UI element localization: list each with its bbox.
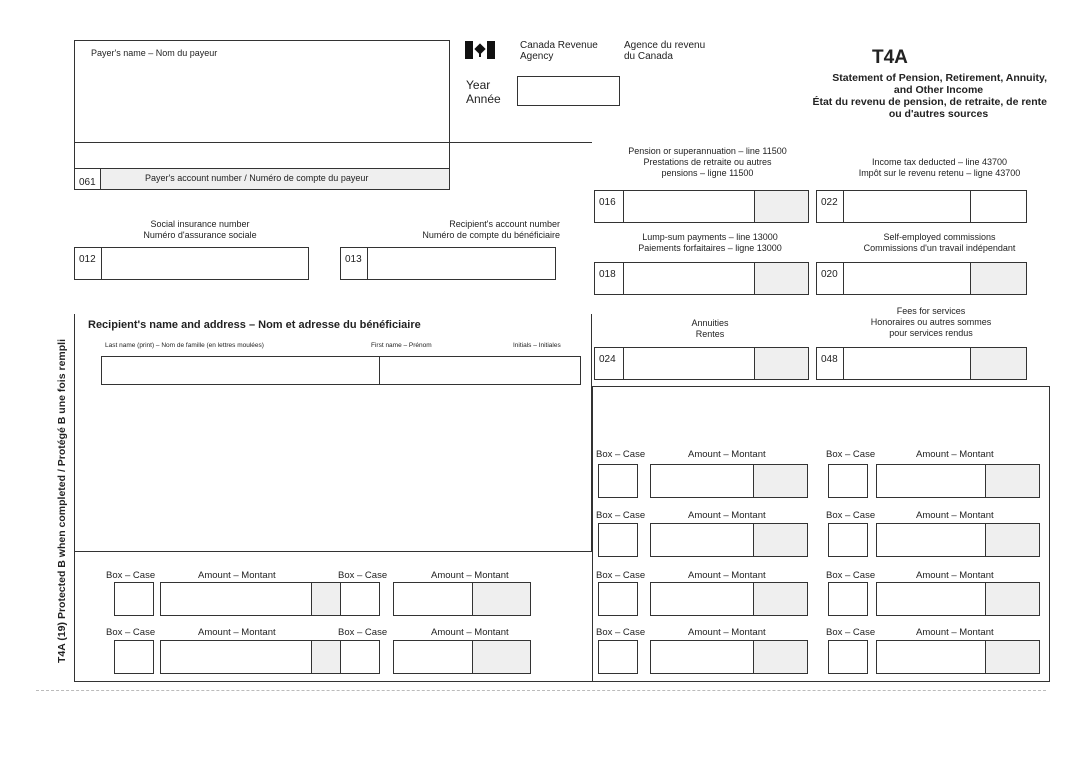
amount-input[interactable]: [650, 640, 808, 674]
amount-label: Amount – Montant: [916, 570, 994, 581]
box018-input[interactable]: 018: [594, 262, 809, 295]
box-case-input[interactable]: [114, 582, 154, 616]
box-case-input[interactable]: [598, 640, 638, 674]
agency-en: Canada Revenue Agency: [520, 40, 598, 62]
box048-label: Fees for services Honoraires ou autres sommes pour services rendus: [870, 306, 992, 338]
box-case-label: Box – Case: [338, 627, 388, 638]
payer-name-label: Payer's name – Nom du payeur: [91, 48, 218, 58]
amount-label: Amount – Montant: [688, 510, 766, 521]
amount-label: Amount – Montant: [198, 627, 276, 638]
box-case-label: Box – Case: [826, 570, 876, 581]
box-case-label: Box – Case: [338, 570, 388, 581]
sin-input[interactable]: 012: [74, 247, 309, 280]
box020-label: Self-employed commissions Commissions d'un travail indépendant: [863, 232, 1016, 253]
box024-label: Annuities Rentes: [691, 318, 729, 339]
box-case-label: Box – Case: [596, 627, 646, 638]
amount-input[interactable]: [393, 640, 531, 674]
amount-input[interactable]: [650, 582, 808, 616]
amount-input[interactable]: [876, 523, 1040, 557]
year-input[interactable]: [517, 76, 620, 106]
form-code: T4A: [872, 47, 908, 68]
box-case-input[interactable]: [340, 640, 380, 674]
box-case-label: Box – Case: [106, 627, 156, 638]
year-label: Year Année: [466, 78, 501, 106]
box-case-input[interactable]: [598, 523, 638, 557]
amount-label: Amount – Montant: [688, 449, 766, 460]
box016-input[interactable]: 016: [594, 190, 809, 223]
box048-input[interactable]: 048: [816, 347, 1027, 380]
box-case-label: Box – Case: [826, 627, 876, 638]
box-case-label: Box – Case: [596, 449, 646, 460]
amount-input[interactable]: [876, 464, 1040, 498]
box024-input[interactable]: 024: [594, 347, 809, 380]
amount-label: Amount – Montant: [916, 627, 994, 638]
box-case-input[interactable]: [340, 582, 380, 616]
form-title: Statement of Pension, Retirement, Annuity, and Other Income État du revenu de pension, de retraite, de rente ou d'autres sources: [812, 72, 1047, 120]
amount-label: Amount – Montant: [688, 570, 766, 581]
recipient-account-label: Recipient's account number Numéro de compte du bénéficiaire: [422, 219, 560, 240]
amount-label: Amount – Montant: [431, 570, 509, 581]
amount-label: Amount – Montant: [198, 570, 276, 581]
box-case-input[interactable]: [598, 464, 638, 498]
protected-side-label: T4A (19) Protected B when completed / Protégé B une fois rempli: [56, 339, 68, 664]
amount-input[interactable]: [393, 582, 531, 616]
box022-label: Income tax deducted – line 43700 Impôt sur le revenu retenu – ligne 43700: [858, 157, 1021, 178]
amount-label: Amount – Montant: [916, 449, 994, 460]
agency-fr: Agence du revenu du Canada: [624, 40, 706, 62]
canada-flag-icon: [465, 41, 495, 59]
box-case-input[interactable]: [114, 640, 154, 674]
amount-label: Amount – Montant: [916, 510, 994, 521]
box022-input[interactable]: 022: [816, 190, 1027, 223]
box-case-label: Box – Case: [596, 510, 646, 521]
box016-label: Pension or superannuation – line 11500 Prestations de retraite ou autres pensions – ligne 11500: [628, 146, 787, 178]
payer-account-box[interactable]: 061 Payer's account number / Numéro de compte du payeur: [74, 168, 450, 190]
box-case-input[interactable]: [828, 523, 868, 557]
amount-input[interactable]: [650, 523, 808, 557]
cut-line: [36, 690, 1046, 691]
amount-label: Amount – Montant: [688, 627, 766, 638]
box018-label: Lump-sum payments – line 13000 Paiements forfaitaires – ligne 13000: [638, 232, 782, 253]
box-case-label: Box – Case: [596, 570, 646, 581]
amount-label: Amount – Montant: [431, 627, 509, 638]
recipient-name-input[interactable]: [101, 356, 581, 385]
box-case-input[interactable]: [598, 582, 638, 616]
box-case-input[interactable]: [828, 640, 868, 674]
sin-label: Social insurance number Numéro d'assurance sociale: [143, 219, 257, 240]
box-case-label: Box – Case: [826, 510, 876, 521]
amount-input[interactable]: [876, 582, 1040, 616]
amount-input[interactable]: [650, 464, 808, 498]
box-case-input[interactable]: [828, 582, 868, 616]
amount-input[interactable]: [876, 640, 1040, 674]
box020-input[interactable]: 020: [816, 262, 1027, 295]
box-case-label: Box – Case: [826, 449, 876, 460]
recipient-section: Recipient's name and address – Nom et adresse du bénéficiaire Last name (print) – Nom de famille (en lettres moulées) First name – Prénom Initials – Initiales: [74, 314, 592, 552]
payer-name-box[interactable]: [74, 40, 450, 169]
recipient-title: Recipient's name and address – Nom et adresse du bénéficiaire: [88, 319, 421, 331]
box-case-input[interactable]: [828, 464, 868, 498]
box-case-label: Box – Case: [106, 570, 156, 581]
recipient-account-input[interactable]: 013: [340, 247, 556, 280]
